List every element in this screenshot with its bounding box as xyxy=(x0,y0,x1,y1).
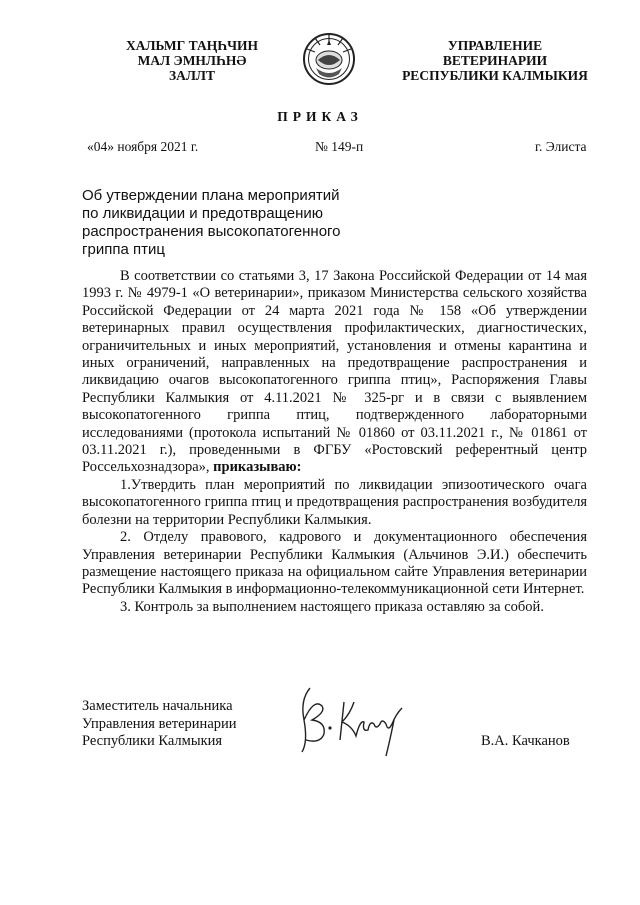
signatory-position-line: Заместитель начальника xyxy=(82,698,233,714)
header-right xyxy=(385,38,605,83)
order-directive: приказываю: xyxy=(213,459,302,476)
order-body xyxy=(82,268,587,616)
order-number: № 149-п xyxy=(315,139,364,154)
body-paragraph-item-2: 2. Отделу правового, кадрового и документационного обеспечения Управления ветеринарии Республики Калмыкия (Альчинов Э.И.) обеспечить размещение настоящего приказа на официальном сайте Управления ветеринарии Республики Калмыкия в информационно-телекоммуникационной сети Интернет. xyxy=(82,529,587,598)
header-left-line: ХАЛЬМГ ТАҢҺЧИН xyxy=(125,38,259,53)
body-paragraph-preamble xyxy=(82,268,587,477)
coat-of-arms-emblem xyxy=(302,30,356,88)
header-left xyxy=(92,38,292,83)
document-title: ПРИКАЗ xyxy=(277,109,363,124)
header-left-line: МАЛ ЭМНЛҺНӘ xyxy=(137,53,247,68)
handwritten-signature xyxy=(290,680,420,760)
order-subject: Об утверждении плана мероприятий по ликвидации и предотвращению распространения высокопатогенного гриппа птиц xyxy=(82,187,341,258)
order-date: «04» ноября 2021 г. xyxy=(87,139,199,154)
header-left-line: ЗАЛЛТ xyxy=(169,68,215,83)
signatory-position-line: Республики Калмыкия xyxy=(82,733,223,749)
signatory-position xyxy=(82,698,237,751)
header-right-line: УПРАВЛЕНИЕ xyxy=(447,38,543,53)
signatory-position-line: Управления ветеринарии xyxy=(82,715,237,732)
header-right-line: ВЕТЕРИНАРИИ xyxy=(442,53,548,68)
body-paragraph-item-3: 3. Контроль за выполнением настоящего приказа оставляю за собой. xyxy=(120,598,544,615)
order-city: г. Элиста xyxy=(535,139,587,154)
body-paragraph-item-1: 1.Утвердить план мероприятий по ликвидации эпизоотического очага высокопатогенного гриппа птиц и предотвращения распространения возбудителя болезни на территории Республики Калмыкия. xyxy=(82,476,587,528)
signatory-name: В.А. Качканов xyxy=(481,733,570,749)
preamble-text: В соответствии со статьями 3, 17 Закона Российской Федерации от 14 мая 1993 г. № 4979-1 «О ветеринарии», приказом Министерства сельского хозяйства Российской Федерации от 24 марта 2021 года № 158 «Об утверждении ветеринарных правил осуществления профилактических, диагностических, ограничительных и иных мероприятий, установления и отмены карантина и иных ограничений, направленных на предотвращение распространения и ликвидацию очагов высокопатогенного гриппа птиц», Распоряжения Главы Республики Калмыкия от 4.11.2021 № 325-рг и в связи с выявлением высокопатогенного гриппа птиц, подтвержденного лабораторными исследованиями (протокола испытаний № 01860 от 03.11.2021 г., № 01861 от 03.11.2021 г.), проведенными в ФГБУ «Ростовский референтный центр Россельхознадзора», xyxy=(82,268,587,476)
header-right-line: РЕСПУБЛИКИ КАЛМЫКИЯ xyxy=(402,68,588,83)
